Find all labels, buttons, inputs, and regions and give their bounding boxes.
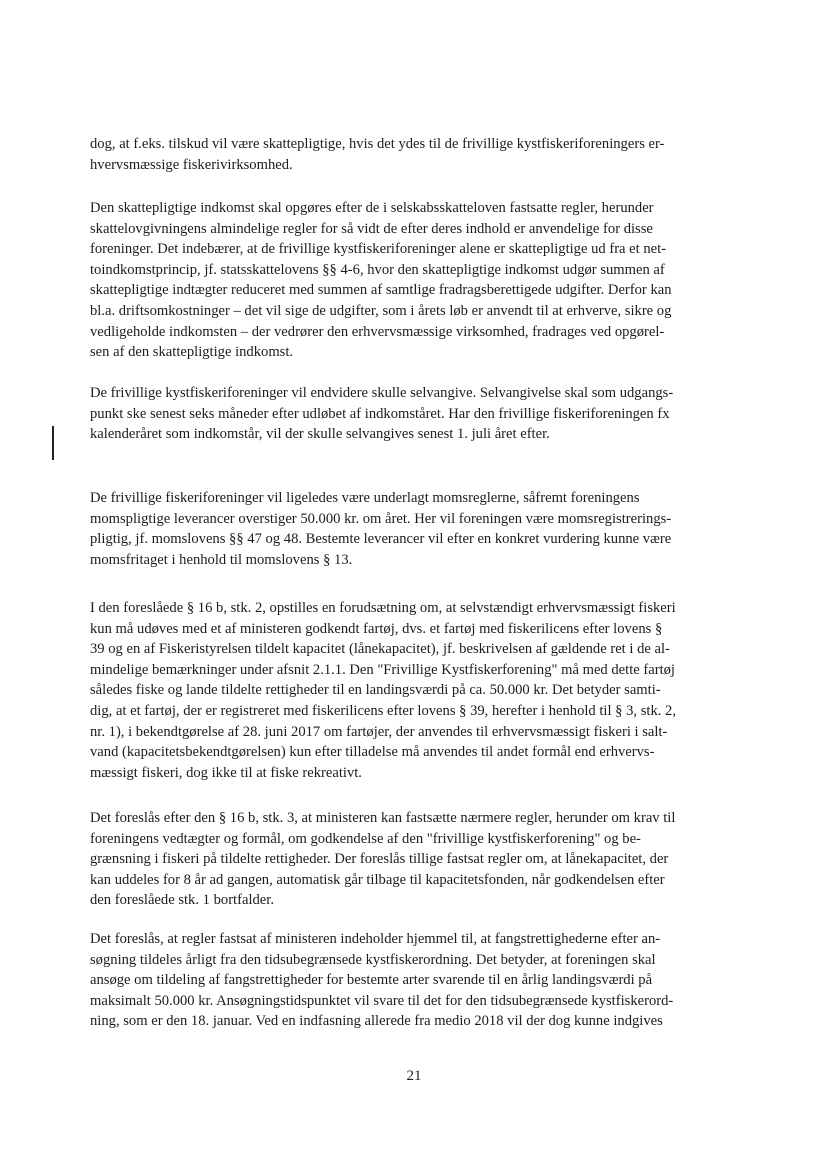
paragraph bbox=[90, 808, 740, 911]
text-line: pligtig, jf. momslovens §§ 47 og 48. Bestemte leverancer vil efter en konkret vurdering kunne være bbox=[90, 531, 672, 548]
text-line: Det foreslås efter den § 16 b, stk. 3, at ministeren kan fastsætte nærmere regler, herunder om krav til bbox=[90, 810, 676, 826]
text-line: foreningens vedtægter og formål, om godkendelse af den "frivillige kystfiskerforening" og be- bbox=[90, 830, 641, 847]
text-line: kun må udøves med et af ministeren godkendt fartøj, dvs. et fartøj med fiskerilicens efter lovens § bbox=[90, 620, 663, 637]
text-line: sen af den skattepligtige indkomst. bbox=[90, 344, 294, 361]
paragraph bbox=[90, 134, 740, 175]
paragraph bbox=[90, 383, 740, 445]
text-line: I den foreslåede § 16 b, stk. 2, opstilles en forudsætning om, at selvstændigt erhvervsmæssigt fiskeri bbox=[90, 600, 676, 616]
paragraph bbox=[90, 198, 740, 363]
text-line: den foreslåede stk. 1 bortfalder. bbox=[90, 892, 274, 909]
text-line: skattepligtige indtægter reduceret med summen af samtlige fradragsberettigede udgifter. Derfor kan bbox=[90, 282, 672, 299]
paragraph bbox=[90, 598, 740, 783]
text-line: dig, at et fartøj, der er registreret med fiskerilicens efter lovens § 39, herefter i henhold til § 3, stk. 2, bbox=[90, 702, 676, 719]
paragraph bbox=[90, 488, 740, 570]
text-line: mæssigt fiskeri, dog ikke til at fiske rekreativt. bbox=[90, 764, 362, 781]
text-line: 39 og en af Fiskeristyrelsen tildelt kapacitet (lånekapacitet), jf. beskrivelsen af gældende ret i de al- bbox=[90, 641, 670, 658]
text-line: grænsning i fiskeri på tildelte rettigheder. Der foreslås tillige fastsat regler om, at lånekapacitet, der bbox=[90, 851, 669, 868]
text-line: maksimalt 50.000 kr. Ansøgningstidspunktet vil svare til det for den tidsubegrænsede kystfiskerord- bbox=[90, 992, 674, 1009]
page-number: 21 bbox=[406, 1068, 422, 1084]
text-line: søgning tildeles årligt fra den tidsubegrænsede kystfiskerordning. Det betyder, at foreningen skal bbox=[90, 951, 656, 968]
text-line: nr. 1), i bekendtgørelse af 28. juni 2017 om fartøjer, der anvendes til erhvervsmæssigt fiskeri i salt- bbox=[90, 723, 668, 740]
text-line: foreninger. Det indebærer, at de frivillige kystfiskeriforeninger alene er skattepligtige ud fra et net- bbox=[90, 241, 667, 258]
text-line: Den skattepligtige indkomst skal opgøres efter de i selskabsskatteloven fastsatte regler, herunder bbox=[90, 200, 654, 216]
text-line: De frivillige kystfiskeriforeninger vil endvidere skulle selvangive. Selvangivelse skal som udgangs- bbox=[90, 385, 674, 401]
text-line: hvervsmæssige fiskerivirksomhed. bbox=[90, 156, 293, 173]
text-line: skattelovgivningens almindelige regler for så vidt de efter deres indhold er anvendelige for disse bbox=[90, 220, 653, 237]
text-line: punkt ske senest seks måneder efter udløbet af indkomståret. Har den frivillige fiskeriforeningen fx bbox=[90, 405, 670, 422]
text-line: dog, at f.eks. tilskud vil være skattepligtige, hvis det ydes til de frivillige kystfiskeriforeningers er- bbox=[90, 136, 665, 152]
text-line: Det foreslås, at regler fastsat af ministeren indeholder hjemmel til, at fangstrettighederne efter an- bbox=[90, 931, 661, 947]
text-line: bl.a. driftsomkostninger – det vil sige de udgifter, som i årets løb er anvendt til at erhverve, sikre og bbox=[90, 302, 672, 319]
margin-change-bar bbox=[52, 426, 54, 460]
text-line: mindelige bemærkninger under afsnit 2.1.1. Den "Frivillige Kystfiskerforening" må med dette fartøj bbox=[90, 661, 675, 678]
text-line: kalenderåret som indkomstår, vil der skulle selvangives senest 1. juli året efter. bbox=[90, 426, 550, 443]
text-line: således fiske og lande tildelte rettigheder til en landingsværdi på ca. 50.000 kr. Det betyder samti- bbox=[90, 682, 661, 699]
text-line: momspligtige leverancer overstiger 50.000 kr. om året. Her vil foreningen være momsregistrerings- bbox=[90, 510, 672, 527]
text-line: vand (kapacitetsbekendtgørelsen) kun efter tilladelse må anvendes til andet formål end erhvervs- bbox=[90, 744, 655, 761]
text-line: toindkomstprincip, jf. statsskattelovens §§ 4-6, hvor den skattepligtige indkomst udgør summen af bbox=[90, 261, 665, 278]
text-line: kan uddeles for 8 år ad gangen, automatisk går tilbage til kapacitetsfonden, når godkendelsen efter bbox=[90, 871, 665, 888]
text-line: vedligeholde indkomsten – der vedrører den erhvervsmæssige virksomhed, fradrages ved opgørel- bbox=[90, 323, 665, 340]
text-line: ansøge om tildeling af fangstrettigheder for bestemte arter svarende til en årlig landingsværdi på bbox=[90, 972, 653, 989]
paragraph bbox=[90, 929, 740, 1032]
text-line: ning, som er den 18. januar. Ved en indfasning allerede fra medio 2018 vil der dog kunne indgives bbox=[90, 1013, 663, 1030]
text-line: De frivillige fiskeriforeninger vil ligeledes være underlagt momsreglerne, såfremt foreningens bbox=[90, 490, 640, 506]
text-line: momsfritaget i henhold til momslovens § 13. bbox=[90, 551, 353, 568]
